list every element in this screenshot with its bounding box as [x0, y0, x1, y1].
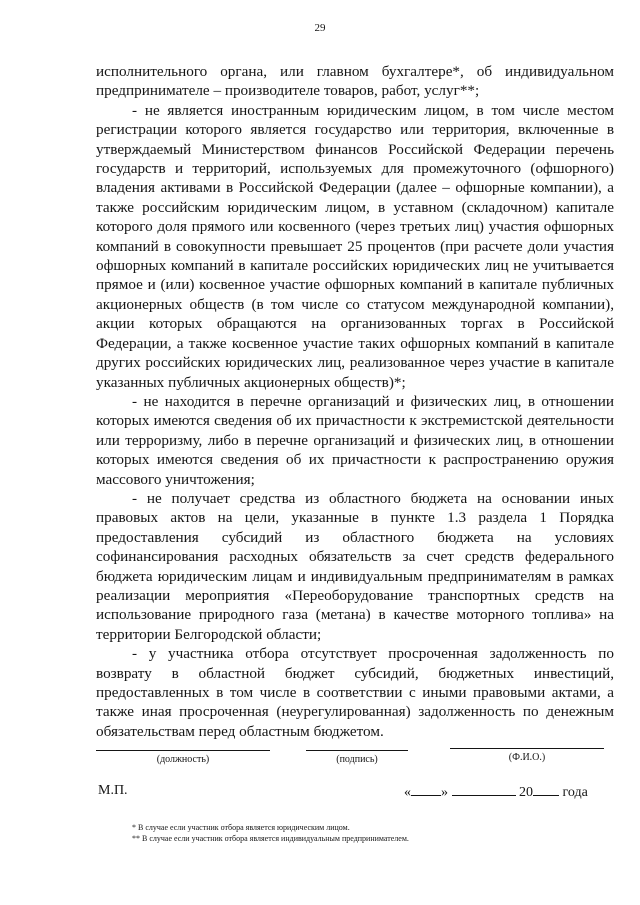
paragraph-continuation: исполнительного органа, или главном бухгалтере*, об индивидуальном предпринимателе – производителе товаров, работ, услуг**; [96, 63, 614, 100]
year-blank [533, 781, 559, 796]
month-blank [452, 781, 516, 796]
footnote-legal-entity: * В случае если участник отбора является юридическим лицом. [132, 823, 350, 832]
date-close-quote: » [441, 785, 448, 800]
name-line [450, 748, 604, 749]
day-blank [411, 781, 441, 796]
paragraph-offshore-requirement: - не является иностранным юридическим лицом, в том числе местом регистрации которого является государство или территория, включенные в утверждаемый Министерством финансов Российской Федерации перечень государств и территорий, используемых для промежуточного (офшорного) владения активами в Российской Федерации (далее – офшорные компании), а также российским юридическим лицом, в уставном (складочном) капитале которого доля прямого или косвенного (через третьих лиц) участия офшорных компаний в совокупности превышает 25 процентов (при расчете доли участия офшорных компаний в капитале российских юридических лиц не учитывается прямое и (или) косвенное участие офшорных компаний в капитале публичных акционерных обществ (в том числе со статусом международной компании), акции которых обращаются на организованных торгах в Российской Федерации, а также косвенное участие таких офшорных компаний в капитале других российских юридических лиц, реализованное через участие в капитале указанных публичных акционерных обществ)*; [96, 101, 614, 391]
stamp-label: М.П. [98, 783, 128, 798]
page-number: 29 [314, 22, 326, 34]
signature-line [306, 750, 408, 751]
paragraph-extremism-list: - не находится в перечне организаций и физических лиц, в отношении которых имеются сведения об их причастности к экстремистской деятельности или терроризму, либо в перечне организаций и физических лиц, в отношении которых имеются сведения об их причастности к распространению оружия массового уничтожения; [96, 392, 614, 488]
footnote-individual-entrepreneur: ** В случае если участник отбора является индивидуальным предпринимателем. [132, 834, 409, 843]
position-line [96, 750, 270, 751]
paragraph-overdue-debt: - у участника отбора отсутствует просроченная задолженность по возврату в областной бюджет субсидий, бюджетных инвестиций, предоставленных в том числе в соответствии с иными правовыми актами, а также иная просроченная (неурегулированная) задолженность по денежным обязательствам перед областным бюджетом. [96, 645, 614, 740]
paragraph-budget-funds: - не получает средства из областного бюджета на основании иных правовых актов на цели, указанные в пункте 1.3 раздела 1 Порядка предоставления субсидий из областного бюджета на условиях софинансирования расходных обязательств за счет средств федерального бюджета юридическим лицам и индивидуальным предпринимателям в рамках реализации мероприятия «Переоборудование транспортных средств на использование природного газа (метана) в качестве моторного топлива» на территории Белгородской области; [96, 489, 614, 643]
position-label: (должность) [156, 754, 210, 765]
signature-label: (подпись) [336, 754, 378, 765]
year-suffix: года [562, 785, 588, 800]
name-label: (Ф.И.О.) [508, 752, 546, 763]
body-text [96, 62, 614, 741]
date-row [404, 781, 588, 801]
date-open-quote: « [404, 785, 411, 800]
year-prefix: 20 [519, 785, 533, 800]
